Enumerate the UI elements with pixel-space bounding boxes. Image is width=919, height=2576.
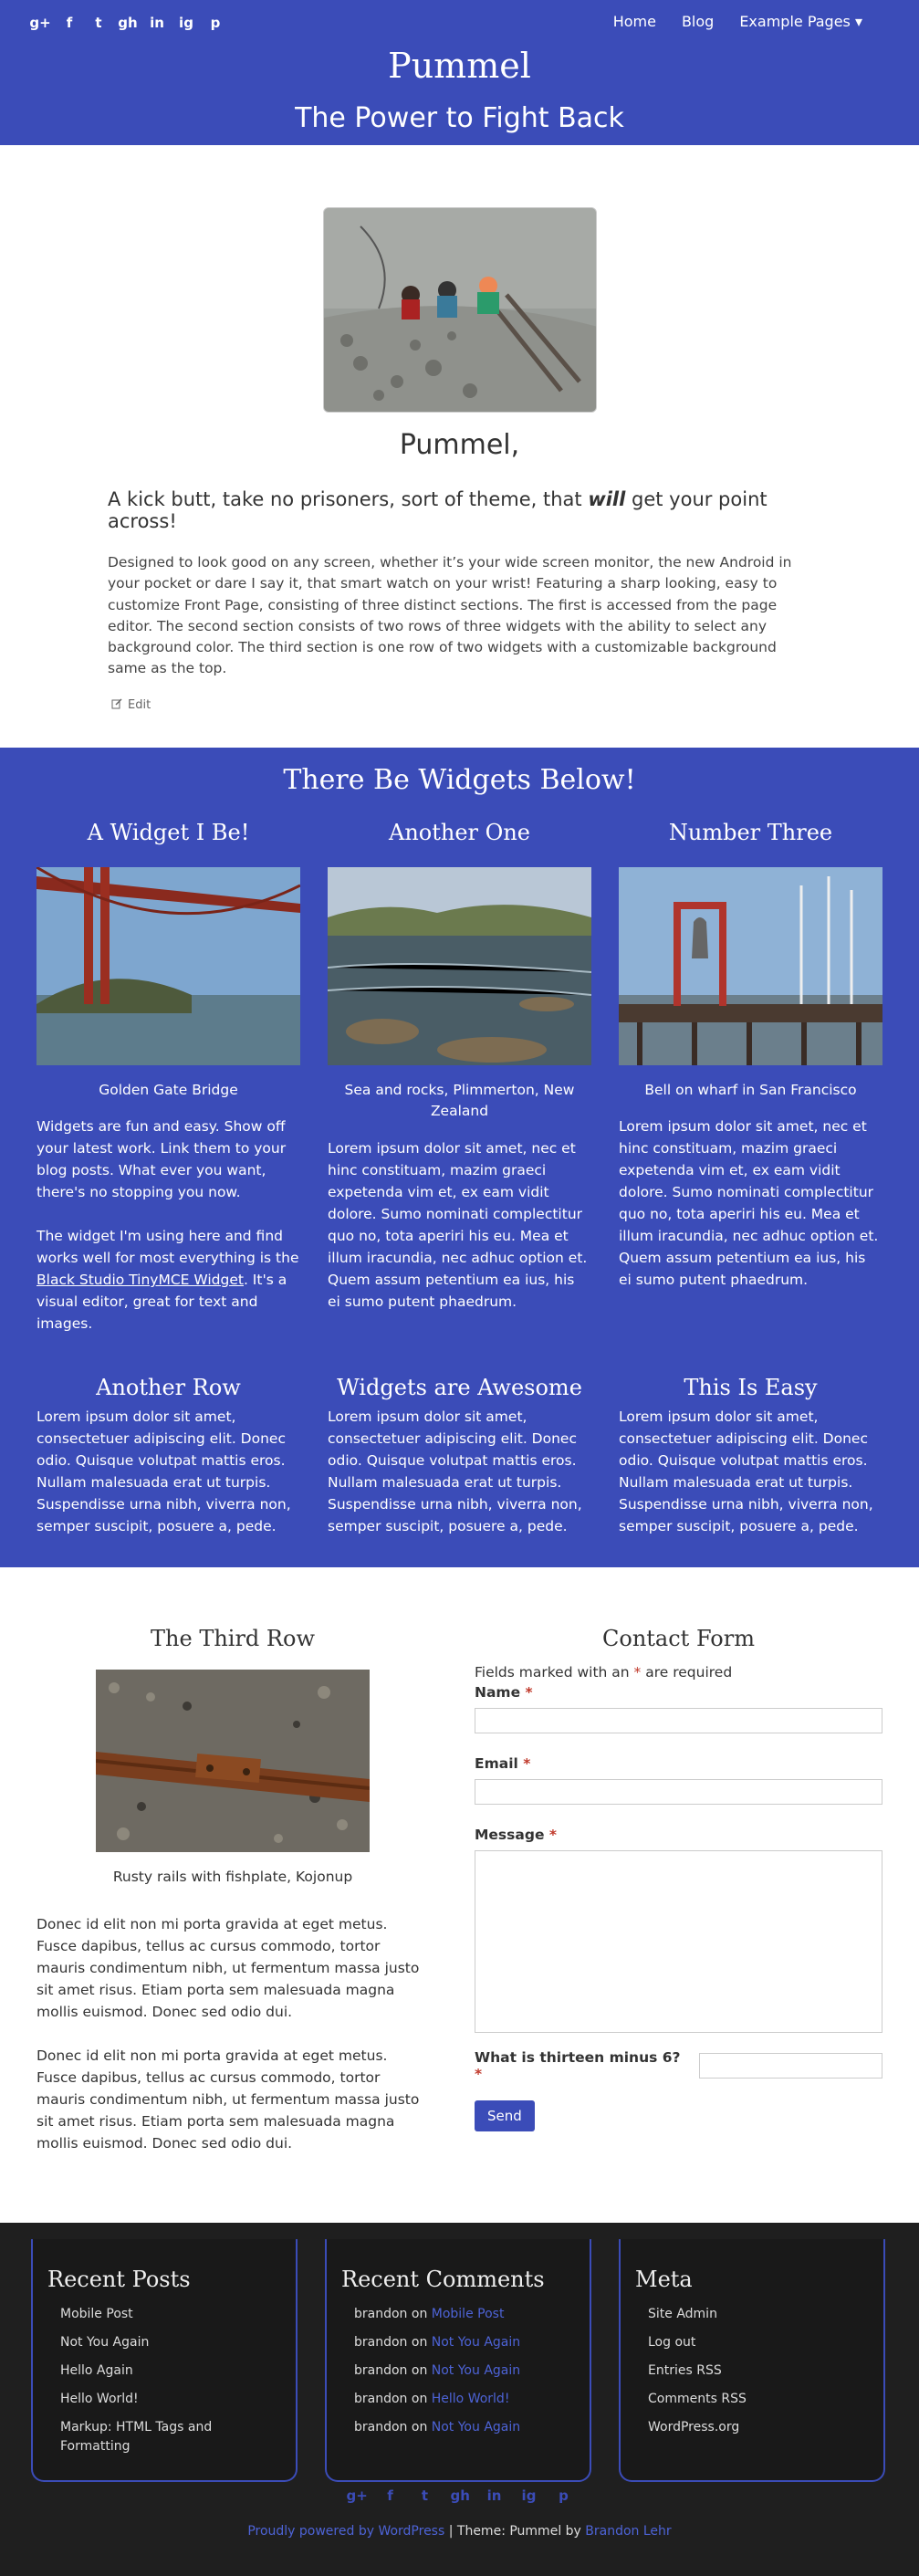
contact-form-title: Contact Form: [602, 1626, 755, 1651]
third-row-section: [0, 1567, 919, 2223]
meta-link[interactable]: WordPress.org: [648, 2420, 740, 2435]
required-star: *: [633, 1664, 642, 1681]
widget-title: Another Row: [96, 1375, 241, 1401]
github-icon[interactable]: gh: [118, 15, 138, 31]
widget-text: Lorem ipsum dolor sit amet, consectetuer adipiscing elit. Donec odio. Quisque volutpat mattis eros. Nullam malesuada erat ut turpis. Suspendisse urna nibh, viverra non, semper suscipit, posuere a, pede.: [37, 1408, 291, 1535]
required-star: *: [523, 1755, 531, 1772]
captcha-row: [475, 2049, 882, 2082]
footer-credits: [0, 2524, 919, 2539]
required-note-after: are required: [641, 1664, 733, 1681]
author-credit-link[interactable]: Brandon Lehr: [585, 2524, 672, 2539]
third-row-text: [37, 1913, 429, 2154]
rusty-rails-image: [96, 1670, 370, 1852]
recent-posts-title: Recent Posts: [47, 2267, 191, 2292]
lead-text-before: A kick butt, take no prisoners, sort of theme, that: [108, 488, 589, 510]
pinterest-icon[interactable]: p: [559, 2487, 569, 2504]
pinterest-icon[interactable]: p: [210, 15, 221, 31]
linkedin-icon[interactable]: in: [486, 2487, 502, 2504]
name-label-text: Name: [475, 1684, 521, 1701]
required-note: [475, 1664, 882, 1681]
widget-easy: [619, 1375, 882, 1537]
comment-on: on: [407, 2420, 432, 2435]
widget-paragraph: Lorem ipsum dolor sit amet, nec et hinc constituam, mazim graeci expetenda vim et, ex eam vidit dolore. Sumo nominati complectitur quo no, tota aperiri his eu. Mea et illum iracundia, nec adhuc option et. Quem assum petentium ea ius, his ei sumo putent phaedrum.: [328, 1139, 588, 1310]
recent-comments-widget: [325, 2239, 591, 2482]
required-note-before: Fields marked with an: [475, 1664, 634, 1681]
email-label-text: Email: [475, 1755, 518, 1772]
third-row-title: The Third Row: [151, 1626, 315, 1651]
comment-author: brandon: [354, 2392, 408, 2406]
comment-post-link[interactable]: Not You Again: [431, 2363, 521, 2378]
widget-text-before: The widget I'm using here and find works well for most everything is the: [37, 1228, 299, 1267]
name-label: [475, 1684, 882, 1701]
widget-text: Lorem ipsum dolor sit amet, consectetuer adipiscing elit. Donec odio. Quisque volutpat mattis eros. Nullam malesuada erat ut turpis. Suspendisse urna nibh, viverra non, semper suscipit, posuere a, pede.: [328, 1408, 582, 1535]
widgets-section-title: There Be Widgets Below!: [283, 764, 636, 796]
widget-text: [37, 1115, 300, 1335]
meta-list: [635, 2305, 869, 2437]
meta-link[interactable]: Entries RSS: [648, 2363, 722, 2378]
required-star: *: [525, 1684, 533, 1701]
widget-golden-gate: [37, 820, 300, 1335]
bell-wharf-image: [619, 867, 882, 1065]
twitter-icon[interactable]: t: [95, 15, 102, 31]
edit-icon: [111, 698, 122, 713]
instagram-icon[interactable]: ig: [179, 15, 193, 31]
recent-post-link[interactable]: Mobile Post: [60, 2307, 133, 2321]
site-title[interactable]: Pummel: [388, 46, 531, 86]
comment-author: brandon: [354, 2363, 408, 2378]
rails-caption: Rusty rails with fishplate, Kojonup: [112, 1869, 353, 1885]
main-nav: [600, 13, 875, 30]
nav-home[interactable]: Home: [612, 13, 656, 30]
meta-link[interactable]: Log out: [648, 2335, 696, 2350]
recent-comments-list: [341, 2305, 575, 2437]
edit-link[interactable]: [111, 698, 919, 713]
comment-item: [354, 2305, 575, 2324]
widgets-section: [0, 748, 919, 1567]
recent-post-link[interactable]: Hello Again: [60, 2363, 133, 2378]
widget-text: Lorem ipsum dolor sit amet, consectetuer adipiscing elit. Donec odio. Quisque volutpat mattis eros. Nullam malesuada erat ut turpis. Suspendisse urna nibh, viverra non, semper suscipit, posuere a, pede.: [619, 1408, 873, 1535]
email-field[interactable]: [475, 1779, 882, 1805]
widget-text-after: . It's a visual editor, great for text and images.: [37, 1272, 287, 1333]
third-row-paragraph: Donec id elit non mi porta gravida at eget metus. Fusce dapibus, tellus ac cursus commodo, tortor mauris condimentum nibh, ut fermentum massa justo sit amet risus. Etiam porta sem malesuada magna mollis euismod. Donec sed odio dui.: [37, 2047, 420, 2152]
comment-on: on: [407, 2335, 432, 2350]
comment-post-link[interactable]: Hello World!: [431, 2392, 510, 2406]
widget-text: [328, 1137, 591, 1313]
lead-text-after: get your point across!: [108, 488, 768, 532]
comment-item: [354, 2390, 575, 2409]
widget-title: Number Three: [668, 820, 833, 845]
message-label: [475, 1827, 882, 1843]
footer-social-links: [0, 2487, 919, 2504]
captcha-label-text: What is thirteen minus 6?: [475, 2049, 681, 2066]
facebook-icon[interactable]: f: [66, 15, 73, 31]
google-plus-icon[interactable]: g+: [29, 15, 51, 31]
comment-item: [354, 2361, 575, 2381]
widget-sea-rocks: [328, 820, 591, 1335]
message-label-text: Message: [475, 1827, 545, 1843]
nav-example-pages[interactable]: Example Pages ▾: [739, 13, 862, 30]
widget-awesome: [328, 1375, 591, 1537]
theme-credit-text: | Theme: Pummel by: [444, 2524, 586, 2539]
widget-paragraph: Lorem ipsum dolor sit amet, nec et hinc constituam, mazim graeci expetenda vim et, ex eam vidit dolore. Sumo nominati complectitur quo no, tota aperiri his eu. Mea et illum iracundia, nec adhuc option et. Quem assum petentium ea ius, his ei sumo putent phaedrum.: [619, 1118, 879, 1289]
recent-posts-list: [47, 2305, 281, 2456]
wordpress-credit-link[interactable]: Proudly powered by WordPress: [247, 2524, 445, 2539]
email-label: [475, 1755, 882, 1772]
widget-title: Widgets are Awesome: [337, 1375, 582, 1401]
comment-on: on: [407, 2392, 432, 2406]
twitter-icon[interactable]: t: [421, 2487, 429, 2504]
contact-form-widget: [475, 1626, 882, 2223]
widget-caption: Golden Gate Bridge: [99, 1082, 238, 1098]
linkedin-icon[interactable]: in: [150, 15, 164, 31]
widget-bell-wharf: [619, 820, 882, 1335]
site-header: [0, 0, 919, 145]
recent-comments-title: Recent Comments: [341, 2267, 545, 2292]
meta-title: Meta: [635, 2267, 693, 2292]
comment-item: [354, 2418, 575, 2437]
front-lead: [108, 488, 811, 532]
third-row-widget: [37, 1626, 429, 2223]
footer-widgets: [0, 2223, 919, 2482]
widgets-row-2: [37, 1375, 882, 1537]
recent-post-link[interactable]: Hello World!: [60, 2392, 139, 2406]
nav-blog[interactable]: Blog: [681, 13, 715, 30]
widget-paragraph: Widgets are fun and easy. Show off your latest work. Link them to your blog posts. What ever you want, there's no stopping you now.: [37, 1118, 287, 1201]
widget-title: A Widget I Be!: [87, 820, 250, 845]
name-field[interactable]: [475, 1708, 882, 1733]
front-page-content: [0, 145, 919, 748]
recent-post-link[interactable]: Not You Again: [60, 2335, 150, 2350]
recent-posts-widget: [31, 2239, 298, 2482]
google-plus-icon[interactable]: g+: [346, 2487, 368, 2504]
meta-link[interactable]: Comments RSS: [648, 2392, 747, 2406]
message-textarea[interactable]: [475, 1850, 882, 2033]
widget-title: Another One: [389, 820, 530, 845]
comment-author: brandon: [354, 2335, 408, 2350]
widget-another-row: [37, 1375, 300, 1537]
edit-label: Edit: [128, 698, 151, 712]
third-row-paragraph: Donec id elit non mi porta gravida at eget metus. Fusce dapibus, tellus ac cursus commodo, tortor mauris condimentum nibh, ut fermentum massa justo sit amet risus. Etiam porta sem malesuada magna mollis euismod. Donec sed odio dui.: [37, 1916, 420, 2021]
meta-link[interactable]: Site Admin: [648, 2307, 717, 2321]
comment-on: on: [407, 2307, 432, 2321]
widget-text: [619, 1115, 882, 1291]
site-footer: [0, 2223, 919, 2576]
front-heading: Pummel,: [399, 429, 520, 461]
comment-author: brandon: [354, 2307, 408, 2321]
front-intro: Designed to look good on any screen, whether it’s your wide screen monitor, the new Android in your pocket or dare I say it, that smart watch on your wrist! Featuring a sharp looking, easy to customize Front Page, consisting of three distinct sections. The first is accessed from the page editor. The second section consists of two rows of three widgets with the ability to select any background color. The third section is one row of two widgets with a customizable background same as the top.: [108, 554, 792, 677]
comment-item: [354, 2333, 575, 2352]
widget-title: This Is Easy: [684, 1375, 818, 1401]
golden-gate-image: [37, 867, 300, 1065]
captcha-label: [475, 2049, 683, 2082]
captcha-field[interactable]: [699, 2053, 882, 2079]
required-star: *: [548, 1827, 557, 1843]
instagram-icon[interactable]: ig: [521, 2487, 537, 2504]
comment-post-link[interactable]: Mobile Post: [431, 2307, 505, 2321]
widget-caption: Bell on wharf in San Francisco: [644, 1082, 857, 1098]
widget-paragraph: [37, 1225, 300, 1335]
lead-emphasis: will: [588, 488, 626, 510]
github-icon[interactable]: gh: [450, 2487, 470, 2504]
black-studio-link[interactable]: Black Studio TinyMCE Widget: [37, 1272, 244, 1289]
comment-author: brandon: [354, 2420, 408, 2435]
hero-image-climbers: [323, 207, 597, 413]
required-star: *: [475, 2066, 483, 2082]
header-social-links: [31, 13, 225, 33]
meta-widget: [619, 2239, 885, 2482]
comment-on: on: [407, 2363, 432, 2378]
widget-caption: Sea and rocks, Plimmerton, New Zealand: [344, 1082, 575, 1120]
comment-post-link[interactable]: Not You Again: [431, 2335, 521, 2350]
widgets-row-1: [37, 820, 882, 1335]
send-button[interactable]: Send: [475, 2100, 535, 2131]
recent-post-link[interactable]: Markup: HTML Tags and Formatting: [60, 2420, 213, 2454]
sea-rocks-image: [328, 867, 591, 1065]
comment-post-link[interactable]: Not You Again: [431, 2420, 521, 2435]
facebook-icon[interactable]: f: [387, 2487, 393, 2504]
site-tagline: The Power to Fight Back: [295, 102, 624, 134]
